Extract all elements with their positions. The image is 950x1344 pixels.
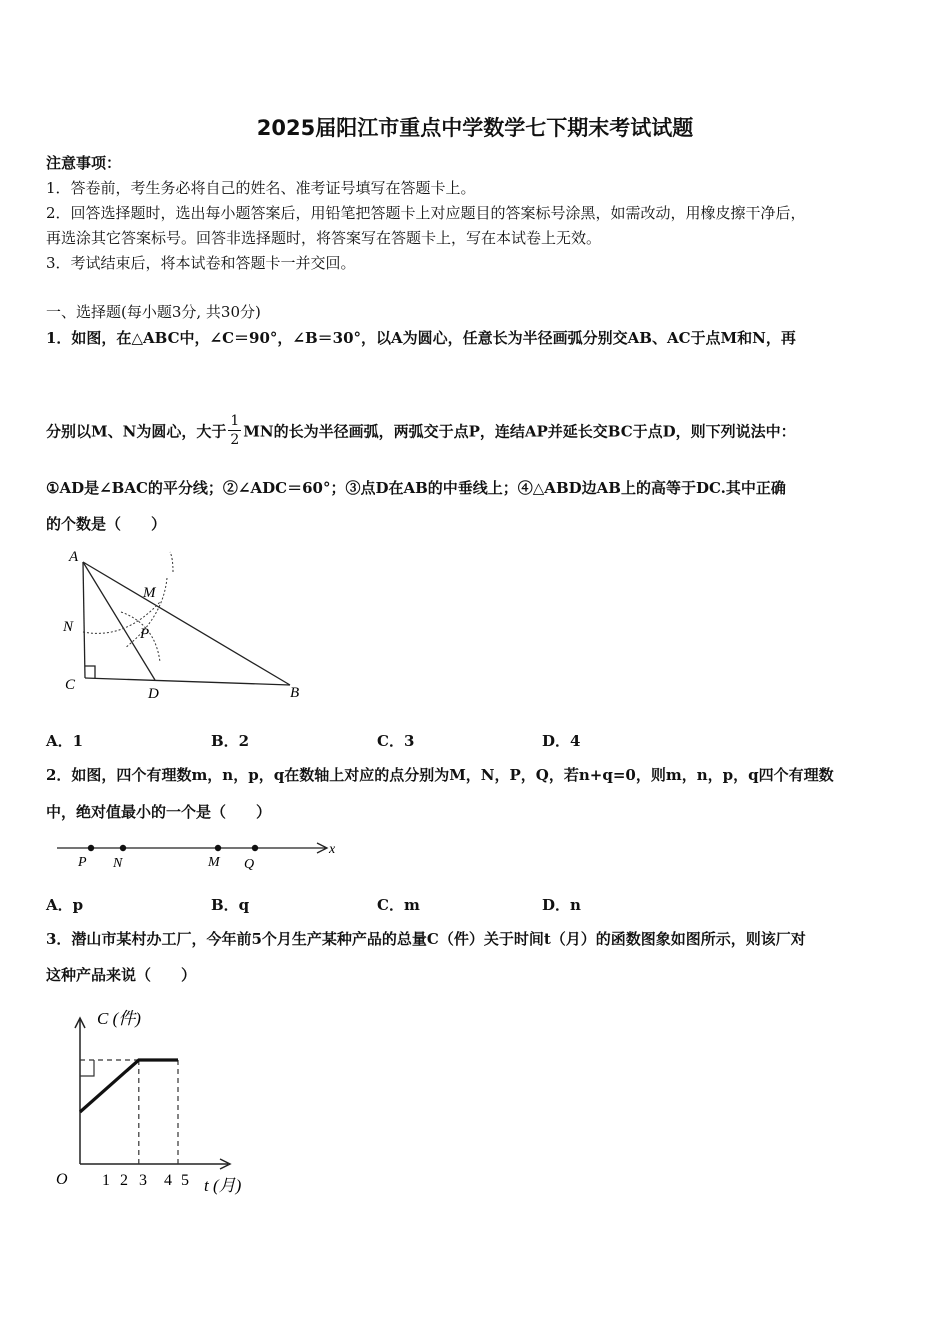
q1-line-3: ①AD是∠BAC的平分线；②∠ADC＝60°；③点D在AB的中垂线上；④△ABD边AB上的高等于DC.其中正确 <box>46 479 786 497</box>
x-tick-label: 1 <box>102 1172 110 1189</box>
notice-line-2b: 再选涂其它答案标号。回答非选择题时，将答案写在答题卡上，写在本试卷上无效。 <box>46 229 602 247</box>
point-n <box>120 845 126 851</box>
fraction-numerator: 1 <box>230 413 240 429</box>
segment-ac <box>83 562 85 678</box>
point-p <box>88 845 94 851</box>
label-p: P <box>140 626 150 642</box>
q3-function-chart <box>50 1000 265 1200</box>
q1-option-b[interactable]: B．2 <box>211 732 250 750</box>
point-m <box>215 845 221 851</box>
notice-line-3: 3．考试结束后，将本试卷和答题卡一并交回。 <box>46 254 356 272</box>
notice-heading: 注意事项： <box>46 154 122 172</box>
segment-ad <box>83 562 155 680</box>
y-axis-label: C (件) <box>97 1009 141 1028</box>
label-n: N <box>113 856 123 871</box>
label-p: P <box>78 855 87 870</box>
q2-option-a[interactable]: A．p <box>46 896 84 914</box>
label-n: N <box>63 619 74 635</box>
origin-label: O <box>56 1171 68 1188</box>
q1-line-4: 的个数是（ ） <box>46 515 167 533</box>
point-q <box>252 845 258 851</box>
q2-number-line <box>55 836 345 876</box>
q1-line-2-pre: 分别以M、N为圆心，大于 <box>46 422 227 441</box>
notice-line-2a: 2．回答选择题时，选出每小题答案后，用铅笔把答题卡上对应题目的答案标号涂黑，如需改动，用橡皮擦干净后， <box>46 204 806 222</box>
q2-line-1: 2．如图，四个有理数m，n，p，q在数轴上对应的点分别为M，N，P，Q，若n+q=0，则m，n，p，q四个有理数 <box>46 766 834 784</box>
notice-line-1: 1．答卷前，考生务必将自己的姓名、准考证号填写在答题卡上。 <box>46 179 476 197</box>
q1-option-c[interactable]: C．3 <box>377 732 415 750</box>
section-heading: 一、选择题(每小题3分, 共30分) <box>46 303 261 321</box>
q2-line-2: 中，绝对值最小的一个是（ ） <box>46 803 272 821</box>
q3-line-1: 3．潜山市某村办工厂，今年前5个月生产某种产品的总量C（件）关于时间t（月）的函数图象如图所示，则该厂对 <box>46 930 806 948</box>
label-m: M <box>208 855 220 870</box>
label-b: B <box>290 685 300 701</box>
label-m: M <box>143 585 156 601</box>
q2-option-b[interactable]: B．q <box>211 896 250 914</box>
right-angle-mark <box>85 666 95 678</box>
fraction-half <box>228 412 241 449</box>
label-q: Q <box>244 857 255 872</box>
fraction-denominator: 2 <box>230 432 240 448</box>
q3-line-2: 这种产品来说（ ） <box>46 966 197 984</box>
x-tick-label: 5 <box>181 1172 189 1189</box>
y-axis-bracket <box>80 1060 94 1076</box>
label-c: C <box>65 677 76 693</box>
q1-line-2-post: MN的长为半径画弧，两弧交于点P，连结AP并延长交BC于点D，则下列说法中： <box>243 422 796 441</box>
label-a: A <box>69 549 79 565</box>
x-axis-label: t (月) <box>204 1176 242 1195</box>
q1-option-a[interactable]: A．1 <box>46 732 84 750</box>
q2-option-d[interactable]: D．n <box>542 896 581 914</box>
label-x: x <box>329 842 336 857</box>
arc-top <box>170 552 173 572</box>
segment-ab <box>83 562 290 685</box>
q1-option-d[interactable]: D．4 <box>542 732 581 750</box>
q1-line-2 <box>46 414 796 451</box>
page-title: 2025届阳江市重点中学数学七下期末考试试题 <box>256 116 694 140</box>
q1-line-1: 1．如图，在△ABC中，∠C＝90°，∠B＝30°，以A为圆心，任意长为半径画弧分别交AB、AC于点M和N，再 <box>46 329 796 347</box>
x-tick-label: 2 <box>120 1172 128 1189</box>
x-tick-label: 3 <box>139 1172 147 1189</box>
label-d: D <box>148 686 159 702</box>
segment-cb <box>85 678 290 685</box>
q1-triangle-figure <box>55 540 315 710</box>
x-tick-label: 4 <box>164 1172 172 1189</box>
q2-option-c[interactable]: C．m <box>377 896 420 914</box>
series-line-c <box>80 1060 178 1112</box>
